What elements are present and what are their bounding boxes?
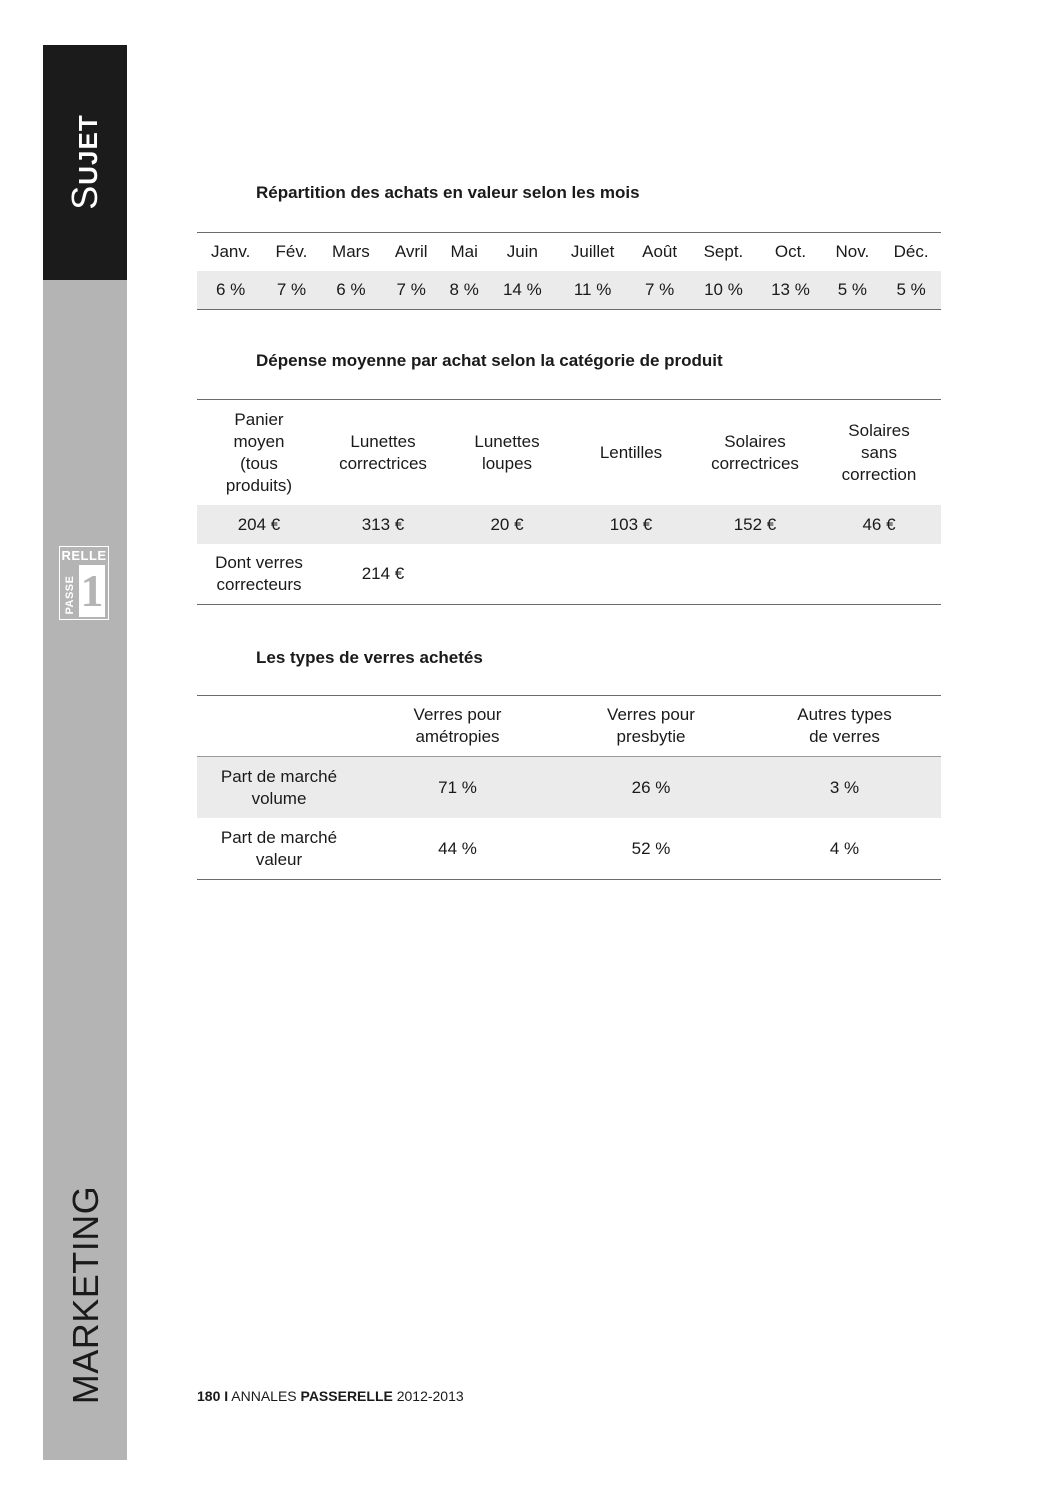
lens-type-header (748, 696, 941, 757)
month-value: 6 % (319, 271, 384, 310)
share-value: 44 % (438, 838, 477, 858)
share-value: 52 % (631, 838, 671, 858)
lens-type-header-text: Autres types de verres (797, 705, 892, 746)
month-header: Déc. (893, 242, 929, 261)
category-header-text: Solaires sans correction (841, 420, 917, 484)
share-value: 3 % (748, 757, 941, 819)
category-value: 313 € (321, 505, 445, 544)
table-row (197, 696, 941, 757)
month-header: Oct. (774, 242, 807, 261)
category-value: 20 € (445, 505, 569, 544)
month-value: 14 % (489, 271, 555, 310)
table-row (197, 271, 941, 310)
month-value: 7 % (383, 271, 439, 310)
month-header: Avril (394, 242, 428, 261)
month-value: 13 % (757, 271, 823, 310)
share-value: 4 % (829, 838, 860, 858)
logo-top-text: RELLE (61, 548, 107, 563)
month-header: Fév. (275, 242, 308, 261)
month-header: Mars (332, 242, 370, 261)
category-header (817, 400, 941, 506)
category-value: 103 € (569, 505, 693, 544)
table-row (197, 818, 941, 880)
month-header: Juillet (570, 242, 615, 261)
section-label-rest: UJET (73, 114, 103, 185)
month-value: 5 % (881, 271, 941, 310)
month-value: 10 % (690, 271, 758, 310)
subject-label: MARKETING (65, 1185, 106, 1405)
month-header: Janv. (210, 242, 251, 261)
footer-annales: ANNALES (231, 1388, 297, 1404)
month-header: Juin (506, 242, 538, 261)
month-value: 7 % (264, 271, 318, 310)
lens-type-header-text: Verres pour presbytie (607, 705, 695, 746)
table-row (197, 757, 941, 819)
month-header: Sept. (703, 242, 744, 261)
table2-title: Dépense moyenne par achat selon la catégorie de produit (256, 351, 723, 370)
lens-type-header (361, 696, 554, 757)
footer-years: 2012-2013 (396, 1388, 464, 1404)
category-header-text: Lentilles (599, 442, 663, 462)
row-label-text: Part de marché volume (220, 766, 338, 808)
passerelle-logo (59, 546, 109, 620)
category-header-text: Lunettes correctrices (339, 431, 427, 473)
month-value: 11 % (555, 271, 629, 310)
monthly-purchases-table (197, 232, 941, 310)
share-value: 71 % (361, 757, 554, 819)
table-row (197, 233, 941, 272)
category-header (693, 400, 817, 506)
category-header (569, 400, 693, 506)
category-header (445, 400, 569, 506)
month-value: 7 % (630, 271, 690, 310)
table1-title: Répartition des achats en valeur selon les mois (256, 183, 640, 202)
category-header-text: Lunettes loupes (474, 431, 540, 473)
logo-side-text: PASSE (64, 575, 76, 615)
footer-separator: I (224, 1388, 229, 1404)
category-value: 214 € (361, 564, 405, 583)
lens-types-table (197, 695, 941, 880)
category-header (321, 400, 445, 506)
table-row (197, 544, 941, 605)
row-label (197, 544, 321, 605)
page-number: 180 (197, 1388, 221, 1404)
table-row (197, 400, 941, 506)
table3-title: Les types de verres achetés (256, 648, 483, 667)
category-header-text: Panier moyen (tous produits) (225, 409, 293, 495)
lens-type-header-text: Verres pour amétropies (413, 705, 502, 746)
category-value: 152 € (693, 505, 817, 544)
category-header-text: Solaires correctrices (711, 431, 799, 473)
share-value: 26 % (554, 757, 748, 819)
logo-number: 1 (80, 565, 104, 616)
month-value: 8 % (439, 271, 489, 310)
row-label-text: Part de marché valeur (220, 827, 338, 869)
month-header: Nov. (835, 242, 870, 261)
category-value: 46 € (817, 505, 941, 544)
lens-type-header (554, 696, 748, 757)
section-label-cap: S (64, 184, 105, 210)
month-header: Août (642, 242, 678, 261)
average-spend-table (197, 399, 941, 605)
page-footer (197, 1388, 464, 1404)
month-value: 6 % (197, 271, 264, 310)
row-label-text: Dont verres correcteurs (215, 553, 303, 594)
footer-brand: PASSERELLE (300, 1388, 393, 1404)
row-label (197, 818, 361, 880)
category-header (197, 400, 321, 506)
table-row (197, 505, 941, 544)
row-label (197, 757, 361, 819)
category-value: 204 € (197, 505, 321, 544)
section-label (64, 114, 106, 209)
month-value: 5 % (824, 271, 882, 310)
month-header: Mai (450, 242, 478, 261)
